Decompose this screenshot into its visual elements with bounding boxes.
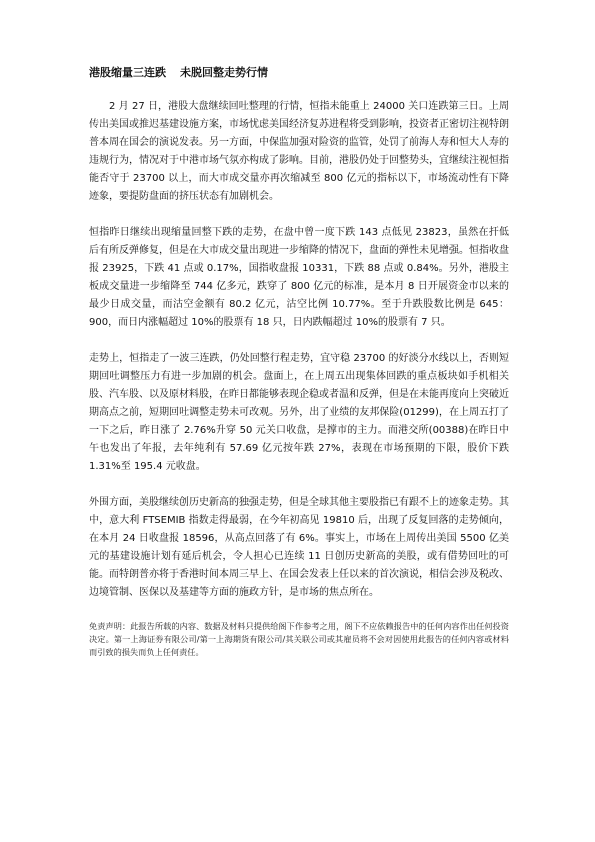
paragraph-2: 恒指昨日继续出现缩量回整下跌的走势，在盘中曾一度下跌 143 点低见 23823，虽然在扞低后有所反弹修复，但是在大市成交量出现进一步缩降的情况下，盘面的弹性未见增强。恒指收盘报 23925，下跌 41 点或 0.17%，国指收盘报 10331，下跌 88 点或 0.84%。另外，港股主板成交量进一步缩降至 744 亿多元，跌穿了 800 亿元的标准，是本月 8 日开展资金市以来的最少日成交量，而沽空金额有 80.2 亿元，沽空比例 10.77%。至于升跌股数比例是 645：900，而日内涨幅超过 10%的股票有 18 只，日内跌幅超过 10%的股票有 7 只。 [89, 227, 509, 328]
report-page [89, 66, 509, 659]
paragraph-1: 2 月 27 日，港股大盘继续回吐整理的行情，恒指未能重上 24000 关口连跌第三日。上周传出美国或推迟基建设施方案，市场忧虑美国经济复苏进程将受到影响，投资者正密切注视特朗普本周在国会的演说发表。另一方面，中保监加强对险资的监管，处罚了前海人寿和恒大人寿的违规行为，情况对于中港市场气氛亦构成了影响。目前，港股仍处于回整势头，宜继续注视恒指能否守于 23700 以上，而大市成交量亦再次缩减至 800 亿元的指标以下，市场流动性有下降迹象，要提防盘面的挤压状态有加剧机会。 [89, 101, 509, 202]
report-title-sub: 未脱回整走势行情 [180, 66, 268, 79]
report-title [89, 66, 509, 80]
report-title-main: 港股缩量三连跌 [89, 66, 166, 79]
paragraph-3: 走势上，恒指走了一波三连跌，仍处回整行程走势，宜守稳 23700 的好淡分水线以上，否则短期回吐调整压力有进一步加剧的机会。盘面上，在上周五出现集体回跌的重点板块如手机相关股、汽车股、以及原材料股，在昨日都能够表现企稳或者温和反弹，但是在未能再度向上突破近期高点之前，短期回吐调整走势未可改观。另外，出了业绩的友邦保险(01299)，在上周五打了一下之后，昨日涨了 2.76%升穿 50 元关口收盘，是撑市的主力。而港交所(00388)在昨日中午也发出了年报，去年纯利有 57.69 亿元按年跌 27%，表现在市场预期的下限，股价下跌 1.31%至 195.4 元收盘。 [89, 353, 509, 472]
paragraph-4: 外围方面，美股继续创历史新高的独强走势，但是全球其他主要股指已有跟不上的迹象走势。其中，意大利 FTSEMIB 指数走得最弱，在今年初高见 19810 后，出现了反复回落的走势倾向，在本月 24 日收盘报 18596，从高点回落了有 6%。事实上，市场在上周传出美国 5500 亿美元的基建设施计划有延后机会，令人担心已连续 11 日创历史新高的美股，或有借势回吐的可能。而特朗普亦将于香港时间本周三早上、在国会发表上任以来的首次演说，相信会涉及税改、边境管制、医保以及基建等方面的施政方针，是市场的焦点所在。 [89, 497, 509, 598]
disclaimer-text: 免责声明：此报告所载的内容、数据及材料只提供给阁下作参考之用，阁下不应依赖报告中的任何内容作出任何投资决定。第一上海证券有限公司/第一上海期货有限公司/其关联公司或其雇员将不会对因使用此报告的任何内容或材料而引致的损失而负上任何责任。 [89, 621, 509, 657]
